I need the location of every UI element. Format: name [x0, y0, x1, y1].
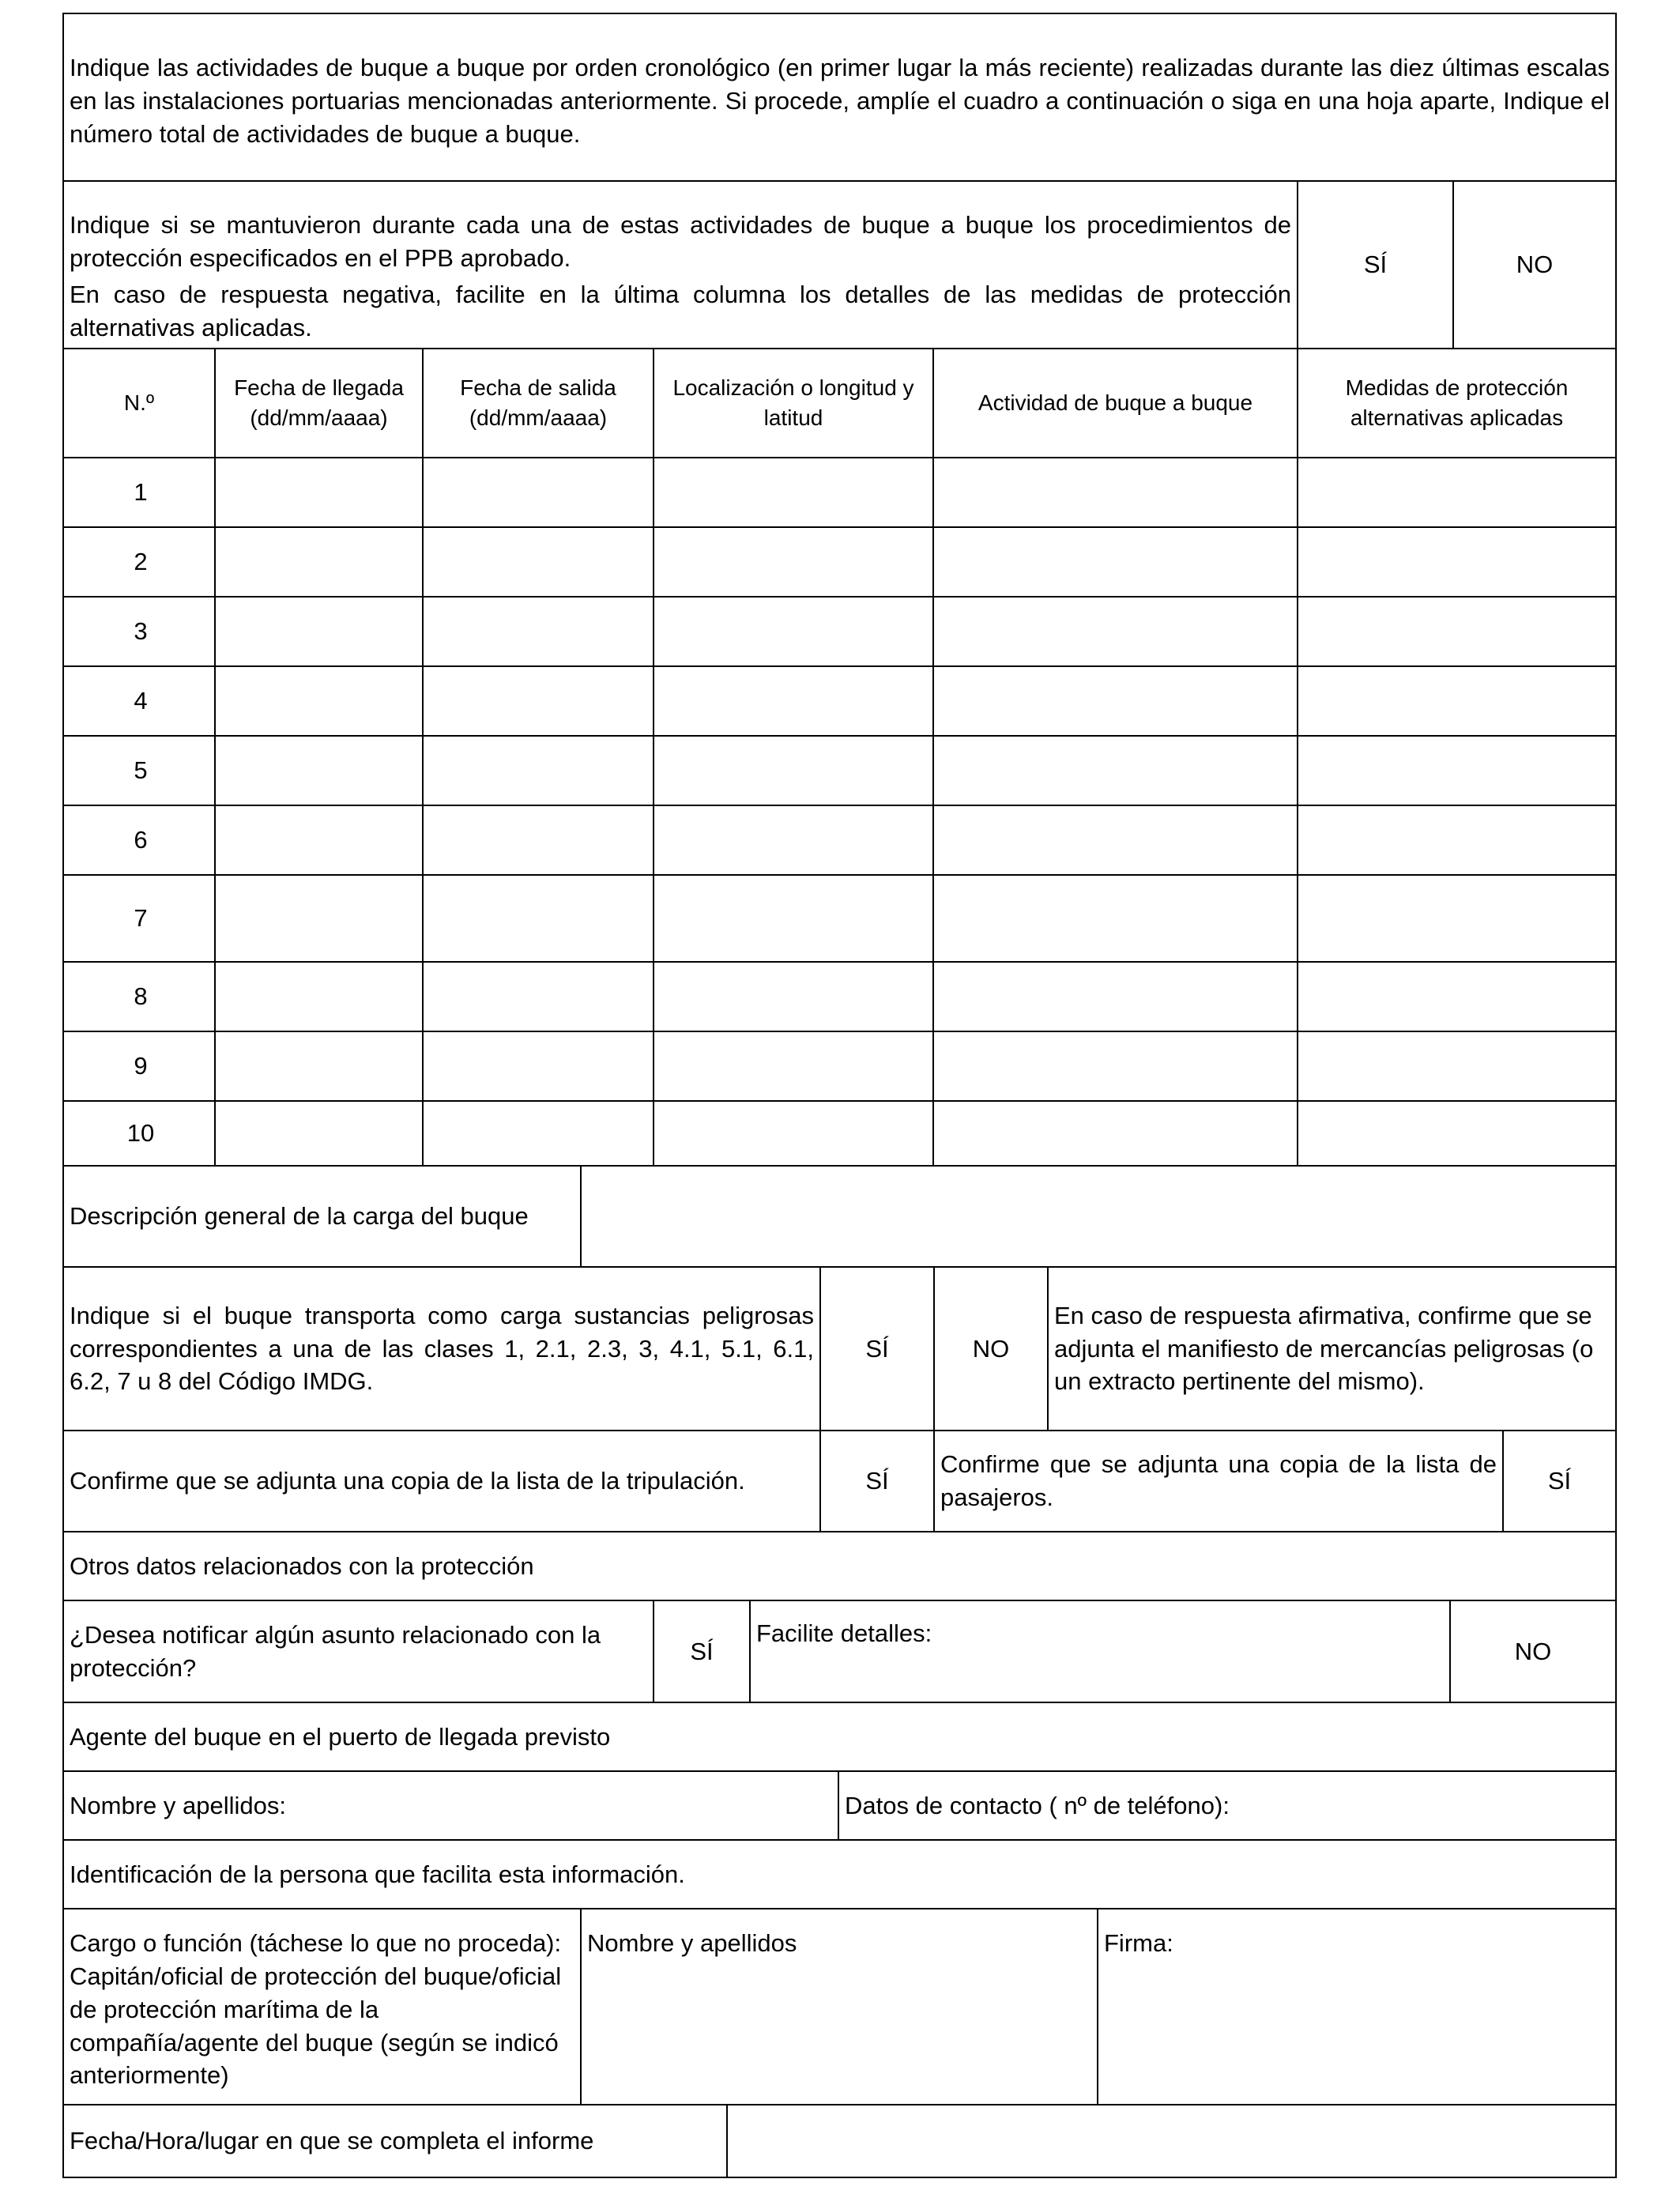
row-number-label: 6 [134, 826, 148, 854]
departure-date-cell[interactable] [422, 1031, 654, 1102]
dangerous-goods-yes-checkbox[interactable]: SÍ [819, 1266, 935, 1431]
arrival-date-cell[interactable] [214, 1100, 424, 1167]
location-cell[interactable] [653, 874, 934, 963]
arrival-date-cell[interactable] [214, 457, 424, 528]
alt-measures-cell[interactable] [1297, 665, 1617, 737]
activity-cell[interactable] [932, 457, 1298, 528]
dangerous-goods-manifest-confirm: En caso de respuesta afirmativa, confirme que se adjunta el manifiesto de mercancías peligrosas (o un extracto pertinente del mismo). [1047, 1266, 1617, 1431]
alt-measures-cell[interactable] [1297, 735, 1617, 806]
location-cell[interactable] [653, 735, 934, 806]
row-number [62, 665, 216, 737]
arrival-date-cell[interactable] [214, 735, 424, 806]
procedures-no-checkbox[interactable] [1452, 180, 1617, 349]
row-number [62, 596, 216, 667]
location-cell[interactable] [653, 805, 934, 876]
row-number [62, 735, 216, 806]
alt-measures-cell[interactable] [1297, 596, 1617, 667]
activity-cell[interactable] [932, 1100, 1298, 1167]
cargo-description-label: Descripción general de la carga del buque [62, 1165, 582, 1268]
alt-measures-cell[interactable] [1297, 874, 1617, 963]
dangerous-goods-question: Indique si el buque transporta como carga sustancias peligrosas correspondientes a una de las clases 1, 2.1, 2.3, 3, 4.1, 5.1, 6.1, 6.2, 7 u 8 del Código IMDG. [62, 1266, 821, 1431]
alt-measures-cell[interactable] [1297, 805, 1617, 876]
row-number-label: 9 [134, 1052, 148, 1080]
row-number-label: 1 [134, 478, 148, 507]
completion-label: Fecha/Hora/lugar en que se completa el informe [62, 2104, 728, 2178]
ship-to-ship-activities-form [62, 13, 1617, 2178]
row-number [62, 457, 216, 528]
arrival-date-cell[interactable] [214, 1031, 424, 1102]
col-header-arrival-date: Fecha de llegada (dd/mm/aaaa) [214, 348, 424, 458]
location-cell[interactable] [653, 596, 934, 667]
row-number-label: 4 [134, 687, 148, 715]
row-number [62, 1100, 216, 1167]
departure-date-cell[interactable] [422, 457, 654, 528]
row-number [62, 1031, 216, 1102]
departure-date-cell[interactable] [422, 596, 654, 667]
location-cell[interactable] [653, 961, 934, 1032]
departure-date-cell[interactable] [422, 961, 654, 1032]
identification-heading: Identificación de la persona que facilita esta información. [62, 1839, 1617, 1909]
location-cell[interactable] [653, 665, 934, 737]
departure-date-cell[interactable] [422, 665, 654, 737]
notify-details-field[interactable]: Facilite detalles: [749, 1600, 1451, 1703]
activity-cell[interactable] [932, 665, 1298, 737]
activity-cell[interactable] [932, 961, 1298, 1032]
arrival-date-cell[interactable] [214, 596, 424, 667]
procedures-text-1: Indique si se mantuvieron durante cada una de estas actividades de buque a buque los procedimientos de protección especificados en el PPB aprobado. [70, 211, 1291, 272]
row-number [62, 805, 216, 876]
activity-cell[interactable] [932, 526, 1298, 598]
activity-cell[interactable] [932, 805, 1298, 876]
arrival-date-cell[interactable] [214, 805, 424, 876]
row-number [62, 526, 216, 598]
alt-measures-cell[interactable] [1297, 1031, 1617, 1102]
procedures-yes-label: SÍ [1363, 251, 1388, 279]
dangerous-goods-no-checkbox[interactable]: NO [933, 1266, 1049, 1431]
notify-question: ¿Desea notificar algún asunto relacionado con la protección? [62, 1600, 654, 1703]
cargo-description-field[interactable] [580, 1165, 1617, 1268]
intro-text: Indique las actividades de buque a buque por orden cronológico (en primer lugar la más reciente) realizadas durante las diez últimas escalas en las instalaciones portuarias mencionadas anteriormente. Si procede, amplíe el cuadro a continuación o siga en una hoja aparte, Indique el número total de actividades de buque a buque. [70, 54, 1610, 148]
row-number-label: 5 [134, 756, 148, 785]
col-header-departure-date: Fecha de salida (dd/mm/aaaa) [422, 348, 654, 458]
col-header-alt-measures: Medidas de protección alternativas aplicadas [1297, 348, 1617, 458]
departure-date-cell[interactable] [422, 1100, 654, 1167]
departure-date-cell[interactable] [422, 874, 654, 963]
activity-cell[interactable] [932, 596, 1298, 667]
col-header-number: N.º [62, 348, 216, 458]
departure-date-cell[interactable] [422, 805, 654, 876]
row-number-label: 10 [126, 1119, 155, 1148]
arrival-date-cell[interactable] [214, 961, 424, 1032]
activity-cell[interactable] [932, 1031, 1298, 1102]
crew-list-label: Confirme que se adjunta una copia de la lista de la tripulación. [62, 1430, 821, 1532]
col-header-location: Localización o longitud y latitud [653, 348, 934, 458]
row-number [62, 874, 216, 963]
procedures-yes-checkbox[interactable] [1297, 180, 1454, 349]
location-cell[interactable] [653, 526, 934, 598]
alt-measures-cell[interactable] [1297, 457, 1617, 528]
agent-contact-field[interactable]: Datos de contacto ( nº de teléfono): [838, 1770, 1617, 1841]
person-name-field[interactable]: Nombre y apellidos [580, 1908, 1098, 2105]
alt-measures-cell[interactable] [1297, 1100, 1617, 1167]
passenger-list-yes-checkbox[interactable]: SÍ [1502, 1430, 1617, 1532]
notify-yes-checkbox[interactable]: SÍ [653, 1600, 751, 1703]
row-number [62, 961, 216, 1032]
signature-field[interactable]: Firma: [1097, 1908, 1617, 2105]
row-number-label: 7 [134, 904, 148, 933]
row-number-label: 2 [134, 548, 148, 576]
agent-heading: Agente del buque en el puerto de llegada previsto [62, 1702, 1617, 1772]
arrival-date-cell[interactable] [214, 874, 424, 963]
intro-instructions [62, 13, 1617, 182]
completion-field[interactable] [726, 2104, 1617, 2178]
agent-name-field[interactable]: Nombre y apellidos: [62, 1770, 839, 1841]
row-number-label: 8 [134, 982, 148, 1011]
departure-date-cell[interactable] [422, 526, 654, 598]
procedures-text-2: En caso de respuesta negativa, facilite en la última columna los detalles de las medidas de protección alternativas aplicadas. [70, 280, 1291, 341]
arrival-date-cell[interactable] [214, 526, 424, 598]
crew-list-yes-checkbox[interactable]: SÍ [819, 1430, 935, 1532]
procedures-question [62, 180, 1298, 349]
passenger-list-label: Confirme que se adjunta una copia de la lista de pasajeros. [933, 1430, 1504, 1532]
col-header-activity: Actividad de buque a buque [932, 348, 1298, 458]
procedures-no-label: NO [1516, 251, 1554, 279]
departure-date-cell[interactable] [422, 735, 654, 806]
notify-no-checkbox[interactable]: NO [1449, 1600, 1617, 1703]
activity-cell[interactable] [932, 874, 1298, 963]
location-cell[interactable] [653, 1031, 934, 1102]
location-cell[interactable] [653, 457, 934, 528]
row-number-label: 3 [134, 617, 148, 646]
alt-measures-cell[interactable] [1297, 961, 1617, 1032]
location-cell[interactable] [653, 1100, 934, 1167]
activity-cell[interactable] [932, 735, 1298, 806]
alt-measures-cell[interactable] [1297, 526, 1617, 598]
arrival-date-cell[interactable] [214, 665, 424, 737]
other-security-heading: Otros datos relacionados con la protección [62, 1531, 1617, 1601]
role-field[interactable]: Cargo o función (táchese lo que no proceda): Capitán/oficial de protección del buque/oficial de protección marítima de la compañía/agente del buque (según se indicó anteriormente) [62, 1908, 582, 2105]
